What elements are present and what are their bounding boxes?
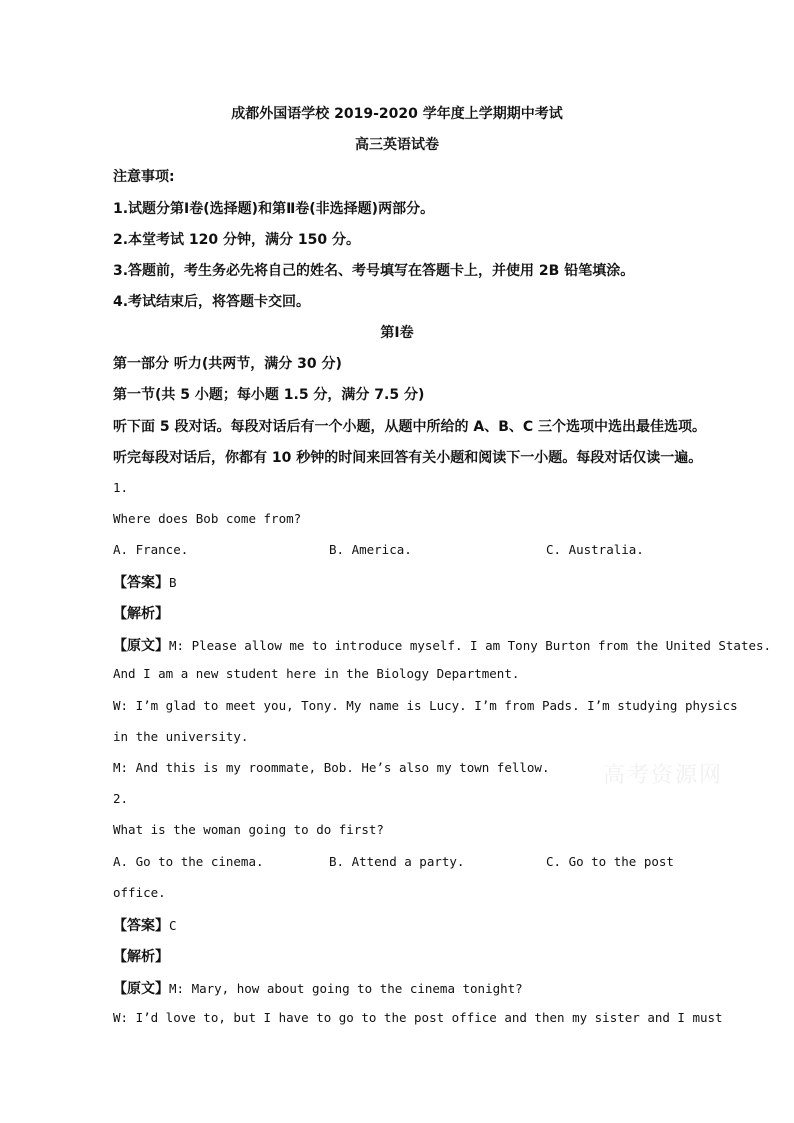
instruction-line-1: 听下面 5 段对话。每段对话后有一个小题，从题中所给的 A、B、C 三个选项中选出最佳选项。 — [113, 419, 707, 435]
transcript-text: M: Mary, how about going to the cinema tonight? — [169, 981, 523, 996]
q1-number: 1. — [113, 480, 129, 495]
section1-heading: 第一节(共 5 小题；每小题 1.5 分，满分 7.5 分) — [113, 387, 425, 403]
q1-option-c: C. Australia. — [546, 542, 644, 557]
answer-label: 【答案】 — [113, 575, 169, 591]
q1-transcript-line-3: W: I’m glad to meet you, Tony. My name is Lucy. I’m from Pads. I’m studying physics — [113, 698, 738, 713]
exam-title: 成都外国语学校 2019-2020 学年度上学期期中考试 — [231, 106, 563, 122]
part1-heading: 第一部分 听力(共两节，满分 30 分) — [113, 356, 342, 372]
q2-option-b: B. Attend a party. — [329, 854, 465, 869]
transcript-label: 【原文】 — [113, 981, 169, 997]
q1-question: Where does Bob come from? — [113, 511, 302, 526]
q2-analysis-label: 【解析】 — [113, 949, 169, 965]
q2-number: 2. — [113, 791, 129, 806]
exam-subtitle: 高三英语试卷 — [355, 137, 439, 153]
q1-transcript-line-2: And I am a new student here in the Biology Department. — [113, 666, 520, 681]
instruction-line-2: 听完每段对话后，你都有 10 秒钟的时间来回答有关小题和阅读下一小题。每段对话仅读一遍。 — [113, 450, 703, 466]
q1-analysis-label: 【解析】 — [113, 606, 169, 622]
note-item-4: 4.考试结束后，将答题卡交回。 — [113, 294, 311, 310]
q2-option-c: C. Go to the post — [546, 854, 674, 869]
q1-option-a: A. France. — [113, 542, 189, 557]
answer-value: C — [169, 918, 177, 933]
q2-option-c-wrap: office. — [113, 885, 166, 900]
note-item-3: 3.答题前，考生务必先将自己的姓名、考号填写在答题卡上，并使用 2B 铅笔填涂。 — [113, 263, 635, 279]
volume-heading: 第Ⅰ卷 — [380, 325, 414, 341]
q1-answer — [113, 572, 177, 592]
q2-transcript-line-2: W: I’d love to, but I have to go to the post office and then my sister and I must — [113, 1010, 723, 1025]
q2-answer — [113, 915, 177, 935]
q1-transcript-line-5: M: And this is my roommate, Bob. He’s also my town fellow. — [113, 760, 550, 775]
q2-question: What is the woman going to do first? — [113, 822, 384, 837]
q1-transcript-line-1 — [113, 635, 771, 655]
notes-heading: 注意事项: — [113, 169, 175, 185]
watermark: 高考资源网 — [603, 763, 724, 788]
q2-option-a: A. Go to the cinema. — [113, 854, 264, 869]
answer-label: 【答案】 — [113, 918, 169, 934]
answer-value: B — [169, 575, 177, 590]
note-item-2: 2.本堂考试 120 分钟，满分 150 分。 — [113, 232, 361, 248]
q2-transcript-line-1 — [113, 978, 523, 998]
transcript-label: 【原文】 — [113, 638, 169, 654]
q1-transcript-line-4: in the university. — [113, 729, 249, 744]
transcript-text: M: Please allow me to introduce myself. I am Tony Burton from the United States. — [169, 638, 772, 653]
note-item-1: 1.试题分第Ⅰ卷(选择题)和第Ⅱ卷(非选择题)两部分。 — [113, 201, 435, 217]
q1-option-b: B. America. — [329, 542, 412, 557]
